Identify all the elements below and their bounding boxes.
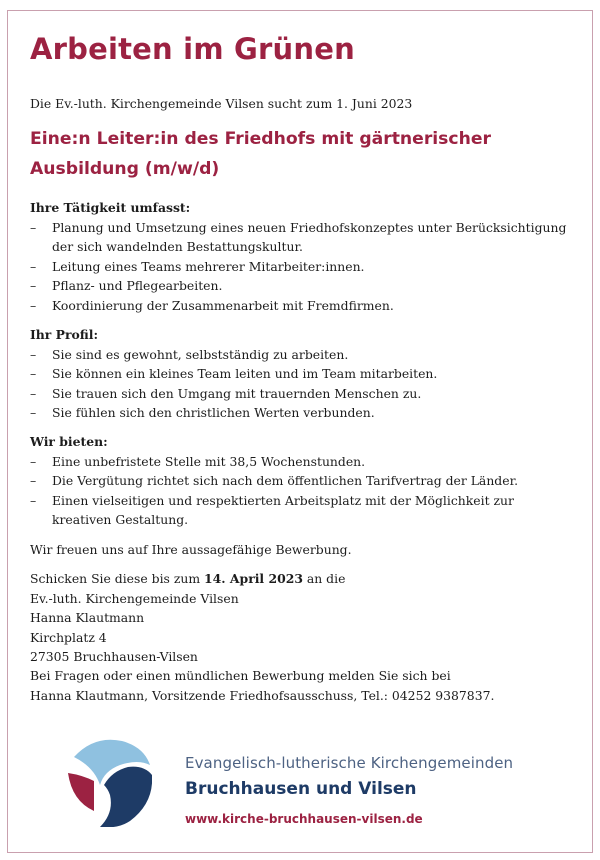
address-line: 27305 Bruchhausen-Vilsen [30,649,198,664]
application-line [30,569,575,589]
section-heading: Ihre Tätigkeit umfasst: [30,200,191,215]
address-line: Kirchplatz 4 [30,629,107,645]
closing-text: Wir freuen uns auf Ihre aussagefähige Bewerbung. [30,542,352,557]
section-heading: Ihr Profil: [30,327,99,342]
church-logo-icon [68,737,152,827]
application-prefix: Schicken Sie diese bis zum [30,571,205,586]
list-item: – Pflanz- und Pflegearbeiten. [30,276,575,296]
list-item: – Sie trauen sich den Umgang mit trauernden Menschen zu. [30,384,575,404]
list-item: – Koordinierung der Zusammenarbeit mit Fremdfirmen. [30,296,575,316]
application-deadline: 14. April 2023 [204,571,303,586]
contact-line: Hanna Klautmann, Vorsitzende Friedhofsausschuss, Tel.: 04252 9387837. [30,687,495,703]
position-title: Eine:n Leiter:in des Friedhofs mit gärtnerischer Ausbildung (m/w/d) [30,129,491,179]
application-suffix: an die [302,571,346,586]
org-name-line1: Evangelisch-lutherische Kirchengemeinden [185,754,514,772]
section-heading: Wir bieten: [30,434,108,449]
intro-text: Die Ev.-luth. Kirchengemeinde Vilsen sucht zum 1. Juni 2023 [30,96,413,111]
contact-line: Bei Fragen oder einen mündlichen Bewerbung melden Sie sich bei [30,668,451,683]
contact-info [30,666,575,705]
task-list [30,218,575,316]
list-item: – Eine unbefristete Stelle mit 38,5 Wochenstunden. [30,452,575,472]
section-offer [30,432,575,530]
list-item: – Planung und Umsetzung eines neuen Friedhofskonzeptes unter Berücksichtigung der sich wandelnden Bestattungskultur. [30,218,575,257]
profile-list [30,345,575,423]
address-line: Ev.-luth. Kirchengemeinde Vilsen [30,590,239,606]
list-item: – Die Vergütung richtet sich nach dem öffentlichen Tarifvertrag der Länder. [30,471,575,491]
org-name-line2: Bruchhausen und Vilsen [185,779,417,799]
page-title: Arbeiten im Grünen [30,32,355,66]
list-item: – Sie sind es gewohnt, selbstständig zu arbeiten. [30,345,575,365]
list-item: – Leitung eines Teams mehrerer Mitarbeiter:innen. [30,257,575,277]
application-address [30,569,575,667]
footer [0,737,600,837]
list-item: – Einen vielseitigen und respektierten Arbeitsplatz mit der Möglichkeit zur kreativen Gestaltung. [30,491,575,530]
offer-list [30,452,575,530]
website-link[interactable]: www.kirche-bruchhausen-vilsen.de [185,812,423,826]
list-item: – Sie können ein kleines Team leiten und im Team mitarbeiten. [30,364,575,384]
list-item: – Sie fühlen sich den christlichen Werten verbunden. [30,403,575,423]
section-profile [30,325,575,423]
address-line: Hanna Klautmann [30,610,145,625]
section-tasks [30,198,575,315]
